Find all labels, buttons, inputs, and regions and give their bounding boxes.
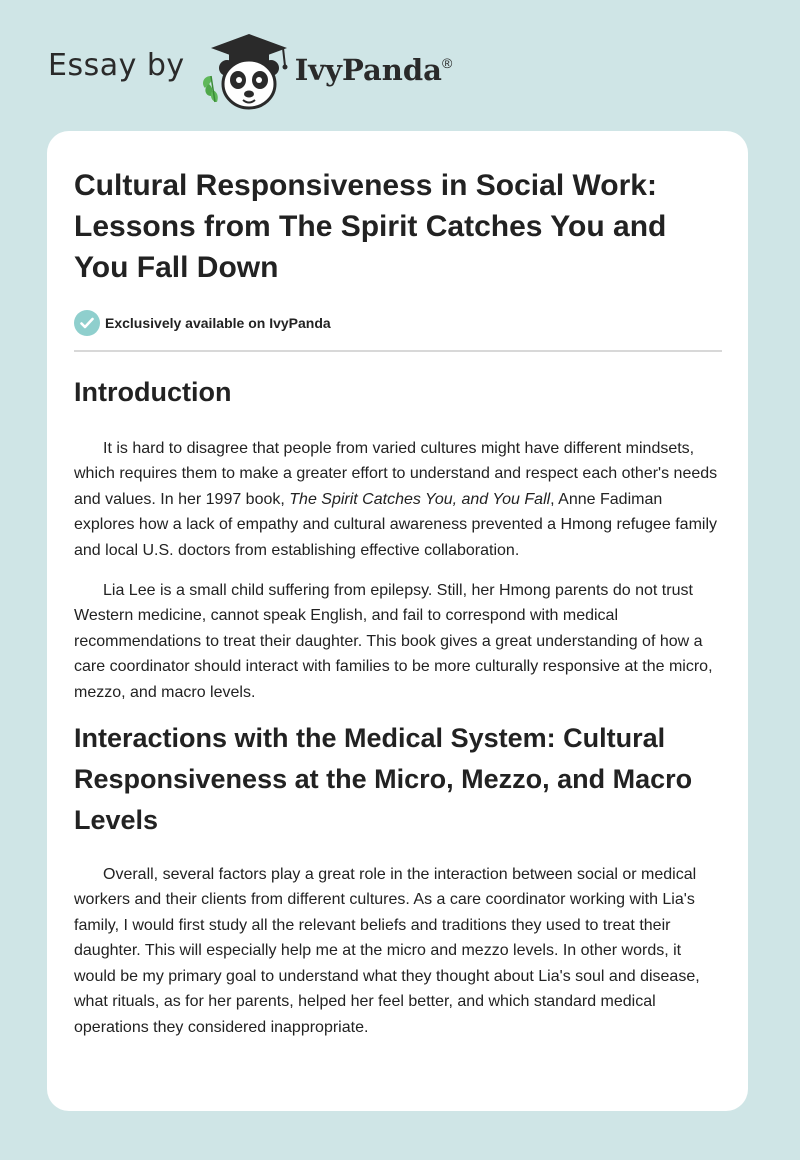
- brand-name[interactable]: IvyPanda®: [294, 53, 453, 87]
- ivypanda-logo-icon[interactable]: [199, 32, 291, 112]
- site-header: [48, 32, 648, 112]
- essay-title: Cultural Responsiveness in Social Work: Lessons from The Spirit Catches You and You Fall Down: [74, 169, 667, 284]
- section-heading-interactions: Interactions with the Medical System: Cultural Responsiveness at the Micro, Mezzo, and Macro Levels: [74, 723, 693, 836]
- registered-mark: ®: [441, 55, 453, 71]
- check-circle-icon: [74, 310, 100, 336]
- exclusive-label: Exclusively available on IvyPanda: [105, 315, 331, 331]
- essay-card: [47, 131, 748, 1111]
- paragraph: Overall, several factors play a great role in the interaction between social or medical workers and their clients from different cultures. As a care coordinator working with Lia's family, I would first study all the relevant beliefs and traditions they used to treat their daughter. This will especially help me at the micro and mezzo levels. In other words, it would be my primary goal to understand what they thought about Lia's soul and disease, what rituals, as for her parents, helped her feel better, and which standard medical operations they considered inappropriate.: [74, 866, 700, 1036]
- divider: [74, 350, 722, 352]
- exclusive-badge: [74, 310, 722, 336]
- paragraph: It is hard to disagree that people from varied cultures might have different mindsets, which requires them to make a greater effort to understand and respect each other's needs and values. In her 1997 book, The Spirit Catches You, and You Fall, Anne Fadiman explores how a lack of empathy and cultural awareness prevented a Hmong refugee family and local U.S. doctors from establishing effective collaboration.: [74, 440, 718, 559]
- essay-by-label: Essay by: [48, 48, 185, 83]
- section-heading-introduction: Introduction: [74, 377, 232, 407]
- paragraph: Lia Lee is a small child suffering from epilepsy. Still, her Hmong parents do not trust Western medicine, cannot speak English, and fail to correspond with medical recommendations to treat their daughter. This book gives a great understanding of how a care coordinator should interact with families to be more culturally responsive at the micro, mezzo, and macro levels.: [74, 582, 713, 701]
- ivy-leaf-icon: [203, 76, 218, 102]
- book-title: The Spirit Catches You, and You Fall: [289, 490, 551, 508]
